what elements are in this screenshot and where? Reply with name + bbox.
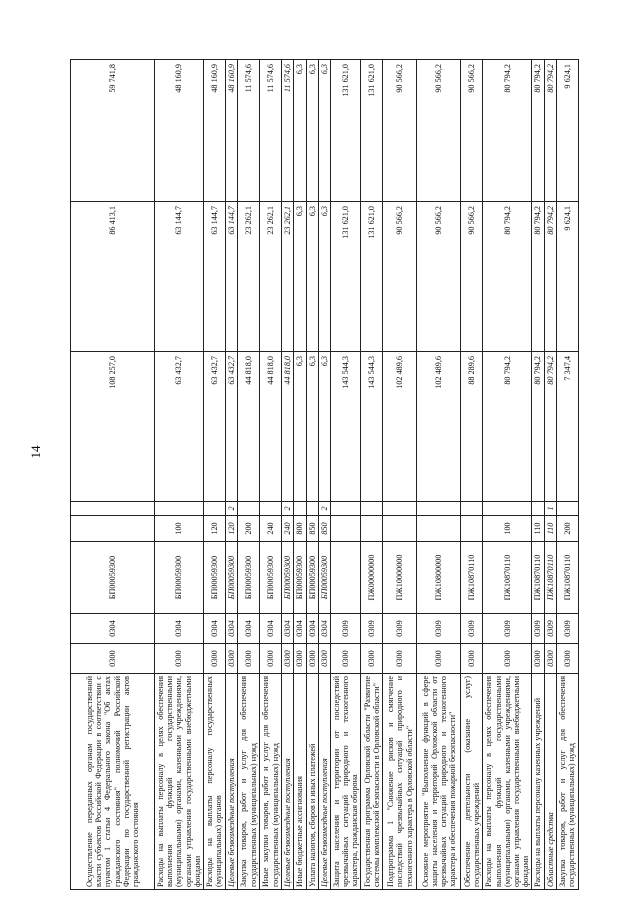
cell-name: Подпрограмма 1 "Снижение рисков и смягчение последствий чрезвычайных ситуаций природного и техногенного характера в Орловской области"	[383, 674, 417, 890]
cell-source	[203, 502, 225, 516]
cell-subsection: 0309	[330, 614, 361, 644]
cell-amount-2: 63 144,7	[155, 202, 204, 352]
cell-amount-3: 48 160,9	[155, 60, 204, 202]
table-row	[203, 60, 225, 890]
table-row	[483, 60, 532, 890]
cell-source	[330, 502, 361, 516]
cell-amount-1: 143 544,3	[330, 352, 361, 502]
cell-expense-type	[461, 516, 483, 542]
cell-amount-3: 131 621,0	[361, 60, 383, 202]
cell-target-article: ПЖ10870110	[544, 542, 556, 614]
cell-amount-2: 131 621,0	[330, 202, 361, 352]
table-row	[330, 60, 361, 890]
cell-subsection: 0304	[318, 614, 330, 644]
cell-expense-type: 110	[544, 516, 556, 542]
table-row	[71, 60, 155, 890]
cell-name: Иные бюджетные ассигнования	[294, 674, 306, 890]
cell-amount-1: 63 432,7	[203, 352, 225, 502]
cell-section: 0300	[306, 644, 318, 674]
cell-amount-2: 131 621,0	[361, 202, 383, 352]
cell-source	[238, 502, 260, 516]
cell-amount-2: 23 262,1	[238, 202, 260, 352]
cell-expense-type	[330, 516, 361, 542]
table-row	[155, 60, 204, 890]
cell-target-article: ПЖ10870110	[532, 542, 544, 614]
cell-subsection: 0309	[483, 614, 532, 644]
cell-amount-3: 11 574,6	[260, 60, 282, 202]
cell-subsection: 0309	[383, 614, 417, 644]
cell-amount-3: 11 574,6	[282, 60, 294, 202]
cell-amount-2: 63 144,7	[203, 202, 225, 352]
cell-expense-type: 100	[155, 516, 204, 542]
cell-section: 0300	[361, 644, 383, 674]
cell-amount-3: 48 160,9	[225, 60, 237, 202]
cell-amount-1: 108 257,0	[71, 352, 155, 502]
cell-amount-3: 9 624,1	[556, 60, 578, 202]
cell-subsection: 0304	[306, 614, 318, 644]
table-row	[532, 60, 544, 890]
cell-expense-type	[417, 516, 461, 542]
cell-section: 0300	[71, 644, 155, 674]
cell-target-article: БП00059300	[238, 542, 260, 614]
cell-amount-1: 63 432,7	[155, 352, 204, 502]
table-row	[383, 60, 417, 890]
cell-amount-1: 6,3	[294, 352, 306, 502]
cell-target-article: БП00059300	[294, 542, 306, 614]
cell-source	[483, 502, 532, 516]
cell-name: Расходы на выплаты персоналу в целях обеспечения выполнения функций государственными (муниципальными) органами, казенными учреждениями, органами управления государственными внебюджетными фондами	[155, 674, 204, 890]
table-row	[282, 60, 294, 890]
table-row	[225, 60, 237, 890]
cell-name: Закупка товаров, работ и услуг для обеспечения государственных (муниципальных) нужд	[556, 674, 578, 890]
cell-target-article: ПЖ10870110	[556, 542, 578, 614]
cell-subsection: 0304	[225, 614, 237, 644]
budget-table	[70, 59, 579, 890]
cell-amount-1: 102 489,6	[417, 352, 461, 502]
cell-amount-2: 80 794,2	[532, 202, 544, 352]
cell-amount-3: 11 574,6	[238, 60, 260, 202]
cell-source	[556, 502, 578, 516]
cell-amount-3: 6,3	[318, 60, 330, 202]
cell-section: 0300	[225, 644, 237, 674]
cell-name: Закупка товаров, работ и услуг для обеспечения государственных (муниципальных) нужд	[238, 674, 260, 890]
table-row	[318, 60, 330, 890]
cell-amount-2: 63 144,7	[225, 202, 237, 352]
cell-section: 0300	[383, 644, 417, 674]
cell-amount-2: 86 413,1	[71, 202, 155, 352]
cell-source: 2	[318, 502, 330, 516]
cell-amount-1: 102 489,6	[383, 352, 417, 502]
cell-amount-2: 6,3	[294, 202, 306, 352]
cell-subsection: 0304	[71, 614, 155, 644]
cell-expense-type: 120	[225, 516, 237, 542]
cell-target-article: БП00059300	[306, 542, 318, 614]
table-row	[544, 60, 556, 890]
cell-name: Обеспечение деятельности (оказание услуг) государственных учреждений	[461, 674, 483, 890]
table-row	[361, 60, 383, 890]
cell-amount-1: 6,3	[318, 352, 330, 502]
cell-section: 0300	[532, 644, 544, 674]
cell-target-article: ПЖ00000000	[361, 542, 383, 614]
cell-subsection: 0309	[461, 614, 483, 644]
cell-name: Целевые безвозмездные поступления	[282, 674, 294, 890]
cell-name: Осуществление переданных органам государственной власти субъектов Российской Федерации в соответствии с пунктом 1 статьи 4 Федерального закона "Об актах гражданского состояния" полномочий Российской Федерации по государственной регистрации актов гражданского состояния	[71, 674, 155, 890]
cell-target-article: ПЖ10870110	[461, 542, 483, 614]
cell-source	[155, 502, 204, 516]
cell-target-article: БП00059300	[318, 542, 330, 614]
cell-subsection: 0309	[532, 614, 544, 644]
cell-subsection: 0304	[203, 614, 225, 644]
cell-expense-type	[361, 516, 383, 542]
cell-expense-type: 240	[282, 516, 294, 542]
cell-name: Защита населения и территории от последствий чрезвычайных ситуаций природного и техногенного характера, гражданская оборона	[330, 674, 361, 890]
cell-section: 0300	[318, 644, 330, 674]
cell-amount-1: 6,3	[306, 352, 318, 502]
cell-name: Целевые безвозмездные поступления	[225, 674, 237, 890]
table-row	[238, 60, 260, 890]
cell-subsection: 0304	[260, 614, 282, 644]
cell-expense-type: 200	[238, 516, 260, 542]
cell-amount-3: 90 566,2	[461, 60, 483, 202]
table-row	[556, 60, 578, 890]
cell-name: Областные средства	[544, 674, 556, 890]
cell-name: Расходы на выплаты персоналу казенных учреждений	[532, 674, 544, 890]
cell-amount-2: 80 794,2	[483, 202, 532, 352]
cell-amount-1: 80 794,2	[544, 352, 556, 502]
cell-target-article: БП00059300	[282, 542, 294, 614]
cell-section: 0300	[155, 644, 204, 674]
cell-source: 1	[544, 502, 556, 516]
cell-section: 0300	[417, 644, 461, 674]
cell-source	[294, 502, 306, 516]
cell-subsection: 0304	[282, 614, 294, 644]
cell-name: Расходы на выплаты персоналу государственных (муниципальных) органов	[203, 674, 225, 890]
cell-amount-3: 80 794,2	[483, 60, 532, 202]
cell-expense-type: 100	[483, 516, 532, 542]
cell-subsection: 0304	[294, 614, 306, 644]
cell-name: Иные закупки товаров, работ и услуг для обеспечения государственных (муниципальных) нужд	[260, 674, 282, 890]
cell-section: 0300	[203, 644, 225, 674]
cell-amount-1: 7 347,4	[556, 352, 578, 502]
table-row	[461, 60, 483, 890]
cell-source: 2	[225, 502, 237, 516]
cell-amount-3: 90 566,2	[417, 60, 461, 202]
cell-amount-2: 6,3	[318, 202, 330, 352]
cell-source	[306, 502, 318, 516]
cell-expense-type: 120	[203, 516, 225, 542]
cell-amount-1: 80 794,2	[483, 352, 532, 502]
cell-amount-2: 6,3	[306, 202, 318, 352]
cell-amount-3: 6,3	[294, 60, 306, 202]
cell-expense-type: 800	[294, 516, 306, 542]
cell-source: 2	[282, 502, 294, 516]
cell-amount-3: 80 794,2	[544, 60, 556, 202]
cell-expense-type	[383, 516, 417, 542]
cell-target-article: БП00059300	[260, 542, 282, 614]
cell-amount-2: 90 566,2	[461, 202, 483, 352]
cell-amount-3: 131 621,0	[330, 60, 361, 202]
cell-section: 0300	[330, 644, 361, 674]
cell-amount-1: 88 289,6	[461, 352, 483, 502]
cell-target-article: БП00059300	[155, 542, 204, 614]
cell-section: 0300	[238, 644, 260, 674]
cell-source	[417, 502, 461, 516]
cell-section: 0300	[260, 644, 282, 674]
cell-source	[532, 502, 544, 516]
cell-section: 0300	[282, 644, 294, 674]
cell-amount-3: 59 741,8	[71, 60, 155, 202]
table-row	[417, 60, 461, 890]
cell-name: Основное мероприятие "Выполнение функций в сфере защиты населения и территорий Орловской области от чрезвычайных ситуаций природного и техногенного характера и обеспечения пожарной безопасности"	[417, 674, 461, 890]
cell-subsection: 0309	[544, 614, 556, 644]
cell-subsection: 0309	[556, 614, 578, 644]
cell-amount-3: 80 794,2	[532, 60, 544, 202]
cell-source	[260, 502, 282, 516]
cell-name: Целевые безвозмездные поступления	[318, 674, 330, 890]
cell-expense-type: 240	[260, 516, 282, 542]
cell-source	[383, 502, 417, 516]
rotated-page	[70, 60, 610, 890]
cell-expense-type	[71, 516, 155, 542]
cell-source	[461, 502, 483, 516]
cell-subsection: 0309	[417, 614, 461, 644]
cell-amount-1: 63 432,7	[225, 352, 237, 502]
cell-amount-1: 44 818,0	[238, 352, 260, 502]
table-row	[260, 60, 282, 890]
cell-target-article	[330, 542, 361, 614]
cell-subsection: 0304	[238, 614, 260, 644]
cell-amount-1: 143 544,3	[361, 352, 383, 502]
cell-section: 0300	[483, 644, 532, 674]
cell-section: 0300	[294, 644, 306, 674]
page-number: 14	[28, 445, 43, 459]
cell-amount-1: 80 794,2	[532, 352, 544, 502]
cell-subsection: 0309	[361, 614, 383, 644]
cell-amount-1: 44 818,0	[282, 352, 294, 502]
cell-amount-2: 23 262,1	[282, 202, 294, 352]
cell-amount-2: 90 566,2	[383, 202, 417, 352]
cell-amount-2: 90 566,2	[417, 202, 461, 352]
cell-target-article: ПЖ10870110	[483, 542, 532, 614]
cell-expense-type: 850	[318, 516, 330, 542]
cell-target-article: БП00059300	[225, 542, 237, 614]
cell-amount-2: 23 262,1	[260, 202, 282, 352]
cell-expense-type: 850	[306, 516, 318, 542]
cell-subsection: 0304	[155, 614, 204, 644]
cell-amount-1: 44 818,0	[260, 352, 282, 502]
table-body	[71, 60, 579, 890]
cell-amount-3: 90 566,2	[383, 60, 417, 202]
cell-amount-3: 48 160,9	[203, 60, 225, 202]
cell-section: 0300	[461, 644, 483, 674]
cell-section: 0300	[556, 644, 578, 674]
table-row	[306, 60, 318, 890]
cell-target-article: ПЖ10000000	[383, 542, 417, 614]
cell-expense-type: 110	[532, 516, 544, 542]
cell-name: Государственная программа Орловской области "Развитие системы комплексной безопасности в Орловской области"	[361, 674, 383, 890]
cell-target-article: БП00059300	[71, 542, 155, 614]
cell-section: 0300	[544, 644, 556, 674]
cell-expense-type: 200	[556, 516, 578, 542]
cell-name: Расходы на выплаты персоналу в целях обеспечения выполнения функций государственными (муниципальными) органами, казенными учреждениями, органами управления государственными внебюджетными фондами	[483, 674, 532, 890]
cell-amount-2: 80 794,2	[544, 202, 556, 352]
cell-amount-3: 6,3	[306, 60, 318, 202]
cell-source	[71, 502, 155, 516]
cell-name: Уплата налогов, сборов и иных платежей	[306, 674, 318, 890]
cell-target-article: БП00059300	[203, 542, 225, 614]
cell-target-article: ПЖ10800000	[417, 542, 461, 614]
cell-amount-2: 9 624,1	[556, 202, 578, 352]
table-row	[294, 60, 306, 890]
cell-source	[361, 502, 383, 516]
